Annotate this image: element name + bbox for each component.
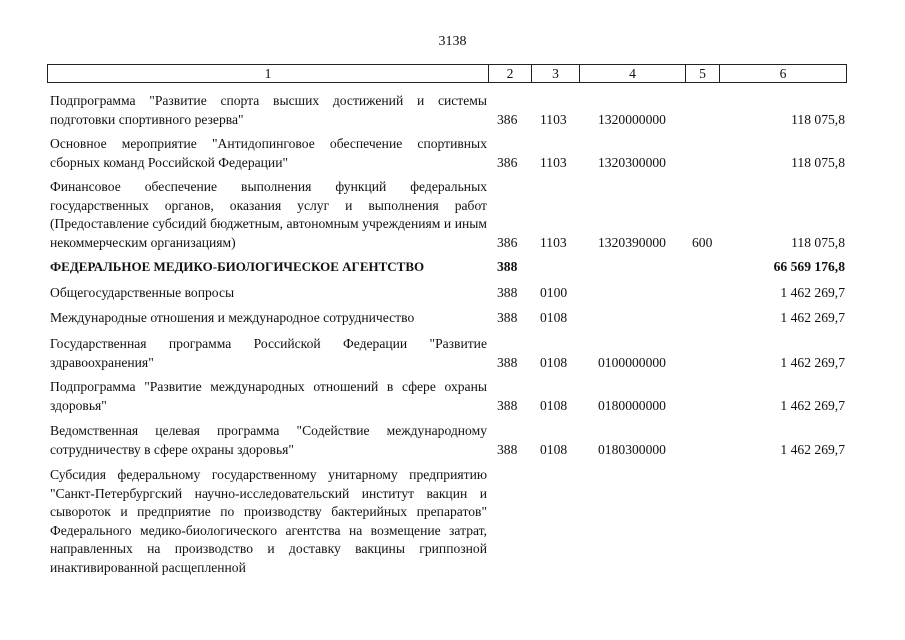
row-target: 1320300000 <box>598 154 666 170</box>
row-target: 0180000000 <box>598 397 666 413</box>
page-number: 3138 <box>438 34 467 49</box>
header-col-5: 5 <box>685 65 719 82</box>
header-col-1: 1 <box>264 66 272 81</box>
row-section: 1103 <box>540 111 567 127</box>
row-amount: 1 462 269,7 <box>780 285 845 300</box>
row-type: 600 <box>692 234 713 250</box>
row-target: 1320390000 <box>598 234 666 250</box>
header-col-2: 2 <box>488 65 531 82</box>
row-code: 388 <box>497 285 518 300</box>
row-code: 388 <box>497 259 518 274</box>
row-name: Ведомственная целевая программа "Содействие международному сотрудничеству в сфере охраны здоровья" <box>50 423 487 457</box>
header-col-4: 4 <box>579 65 685 82</box>
row-target: 1320000000 <box>598 111 666 127</box>
row-amount: 1 462 269,7 <box>780 397 845 413</box>
row-target: 0180300000 <box>598 441 666 457</box>
row-name: Финансовое обеспечение выполнения функций федеральных государственных органов, оказания услуг и выполнения работ (Предоставление субсидий бюджетным, автономным учреждениям и иным некоммерческим организациям) <box>50 179 487 250</box>
row-code: 388 <box>497 310 518 325</box>
row-code: 388 <box>497 397 518 413</box>
row-amount: 1 462 269,7 <box>780 354 845 370</box>
row-target: 0100000000 <box>598 354 666 370</box>
row-amount: 118 075,8 <box>791 154 845 170</box>
row-section: 0108 <box>540 310 568 325</box>
row-name: Общегосударственные вопросы <box>50 285 235 300</box>
row-name: Подпрограмма "Развитие спорта высших достижений и системы подготовки спортивного резерва" <box>50 93 487 127</box>
row-amount: 1 462 269,7 <box>780 310 845 325</box>
row-amount: 66 569 176,8 <box>773 259 845 274</box>
row-code: 386 <box>497 154 518 170</box>
row-amount: 1 462 269,7 <box>780 441 845 457</box>
header-col-6: 6 <box>719 65 846 82</box>
row-name: Подпрограмма "Развитие международных отношений в сфере охраны здоровья" <box>50 379 487 413</box>
row-section: 1103 <box>540 154 567 170</box>
header-col-3: 3 <box>531 65 579 82</box>
row-name: ФЕДЕРАЛЬНОЕ МЕДИКО-БИОЛОГИЧЕСКОЕ АГЕНТСТВО <box>50 259 425 274</box>
row-amount: 118 075,8 <box>791 234 845 250</box>
row-code: 388 <box>497 441 518 457</box>
row-name: Субсидия федеральному государственному унитарному предприятию "Санкт-Петербургский научно-исследовательский институт вакцин и сывороток и предприятие по производству бактерийных препаратов" Федерального медико-биологического агентства на возмещение затрат, направленных на производство и доставку вакцины гриппозной инактивированной расщепленной <box>50 467 487 575</box>
row-section: 0108 <box>540 397 568 413</box>
row-section: 0100 <box>540 285 568 300</box>
row-amount: 118 075,8 <box>791 111 845 127</box>
row-code: 388 <box>497 354 518 370</box>
row-name: Государственная программа Российской Федерации "Развитие здравоохранения" <box>50 336 487 370</box>
row-section: 1103 <box>540 234 567 250</box>
table-header <box>47 64 847 83</box>
row-name: Основное мероприятие "Антидопинговое обеспечение спортивных сборных команд Российской Федерации" <box>50 136 487 170</box>
row-name: Международные отношения и международное сотрудничество <box>50 310 415 325</box>
row-code: 386 <box>497 234 518 250</box>
row-code: 386 <box>497 111 518 127</box>
row-section: 0108 <box>540 441 568 457</box>
row-section: 0108 <box>540 354 568 370</box>
